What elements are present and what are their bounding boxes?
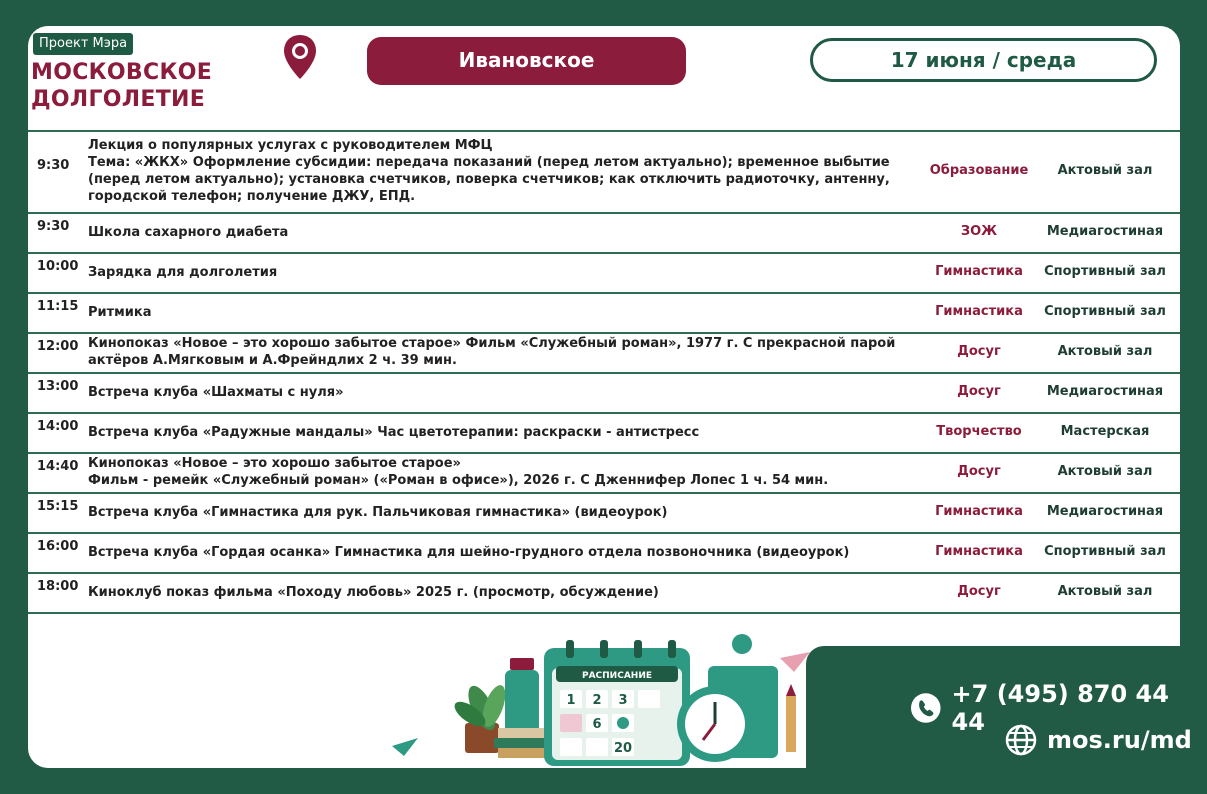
event-title xyxy=(88,304,908,321)
schedule-row xyxy=(28,414,1180,454)
bottle-icon xyxy=(505,658,539,740)
paper-plane-icon xyxy=(780,652,810,672)
event-category: Досуг xyxy=(957,384,1001,399)
books-icon xyxy=(494,728,550,758)
event-title xyxy=(88,504,908,521)
schedule-row xyxy=(28,254,1180,294)
logo-line-1: МОСКОВСКОЕ xyxy=(31,60,213,85)
phone-icon xyxy=(910,692,942,724)
event-category: Досуг xyxy=(957,464,1001,479)
event-title-line: Киноклуб показ фильма «Походу любовь» 2025 г. (просмотр, обсуждение) xyxy=(88,584,659,600)
phone-number[interactable]: +7 (495) 870 44 44 xyxy=(951,680,1169,736)
event-title-line: Встреча клуба «Шахматы с нуля» xyxy=(88,384,344,400)
calendar-cell-1: 1 xyxy=(566,693,576,708)
event-place: Актовый зал xyxy=(1057,584,1153,599)
event-time: 9:30 xyxy=(37,219,70,234)
event-title-line: Зарядка для долголетия xyxy=(88,264,278,280)
event-title-line: Встреча клуба «Гордая осанка» Гимнастика для шейно-грудного отдела позвоночника (видеоурок) xyxy=(88,544,850,560)
event-title xyxy=(88,544,908,561)
event-time: 16:00 xyxy=(37,539,79,554)
calendar-cell-20: 20 xyxy=(613,741,633,756)
schedule-row xyxy=(28,214,1180,254)
event-time: 18:00 xyxy=(37,579,79,594)
event-title-line: Кинопоказ «Новое – это хорошо забытое старое» Фильм «Служебный роман», 1977 г. С прекрасной парой xyxy=(88,336,896,351)
schedule-row xyxy=(28,534,1180,574)
event-place: Медиагостиная xyxy=(1046,504,1164,519)
event-category: ЗОЖ xyxy=(960,224,998,239)
site-url[interactable]: mos.ru/md xyxy=(1047,726,1192,754)
event-title xyxy=(88,384,908,401)
paper-plane-small-icon xyxy=(392,738,418,756)
event-title-line: (перед летом актуально); установка счетчиков, поверка счетчиков; как отключить радиоточку, антенну, xyxy=(88,172,890,187)
event-place: Спортивный зал xyxy=(1044,264,1166,279)
event-title-line: городской телефон; получение ДЖУ, ЕПД. xyxy=(88,189,416,204)
event-title xyxy=(88,584,908,601)
schedule-row xyxy=(28,132,1180,214)
event-place: Актовый зал xyxy=(1057,464,1153,479)
event-category: Гимнастика xyxy=(935,544,1023,559)
event-place: Мастерская xyxy=(1060,424,1150,439)
schedule-row xyxy=(28,374,1180,414)
schedule-row xyxy=(28,334,1180,374)
event-title xyxy=(88,137,908,205)
event-title-line: Встреча клуба «Гимнастика для рук. Пальчиковая гимнастика» (видеоурок) xyxy=(88,504,668,520)
calendar-cell-6: 6 xyxy=(592,717,602,732)
ball-icon xyxy=(732,634,752,654)
event-time: 12:00 xyxy=(37,339,79,354)
event-title-line: Встреча клуба «Радужные мандалы» Час цветотерапии: раскраски - антистресс xyxy=(88,424,700,440)
event-category: Гимнастика xyxy=(935,504,1023,519)
event-time: 14:40 xyxy=(37,459,79,474)
event-title-line: Ритмика xyxy=(88,304,152,320)
event-title-line: Фильм - ремейк «Служебный роман» («Роман в офисе»), 2026 г. С Дженнифер Лопес 1 ч. 54 мин. xyxy=(88,473,829,488)
calendar-cell-3: 3 xyxy=(618,693,628,708)
event-time: 13:00 xyxy=(37,379,79,394)
event-title xyxy=(88,224,908,241)
event-place: Спортивный зал xyxy=(1044,544,1166,559)
event-title-line: Школа сахарного диабета xyxy=(88,224,289,240)
event-place: Медиагостиная xyxy=(1046,224,1164,239)
pencil-icon xyxy=(786,684,796,752)
event-title-line: актёров А.Мягковым и А.Фрейндлих 2 ч. 39 мин. xyxy=(88,353,457,368)
event-title-line: Лекция о популярных услугах с руководителем МФЦ xyxy=(88,138,493,153)
schedule-row xyxy=(28,294,1180,334)
event-title xyxy=(88,335,908,369)
event-title xyxy=(88,455,908,489)
event-title xyxy=(88,424,908,441)
event-category: Гимнастика xyxy=(935,304,1023,319)
calendar-cell-2: 2 xyxy=(592,693,602,708)
event-title-line: Кинопоказ «Новое – это хорошо забытое старое» xyxy=(88,456,461,471)
event-title xyxy=(88,264,908,281)
event-time: 9:30 xyxy=(37,158,70,173)
event-time: 14:00 xyxy=(37,419,79,434)
calendar-icon xyxy=(544,640,690,766)
schedule-row xyxy=(28,494,1180,534)
schedule-illustration xyxy=(370,628,830,774)
schedule-table xyxy=(28,130,1180,614)
event-category: Досуг xyxy=(957,344,1001,359)
project-label: Проект Мэра xyxy=(33,33,133,55)
schedule-row xyxy=(28,574,1180,614)
event-title-line: Тема: «ЖКХ» Оформление субсидии: передача показаний (перед летом актуально); временное выбытие xyxy=(88,155,890,170)
event-time: 10:00 xyxy=(37,259,79,274)
district-badge: Ивановское xyxy=(367,37,686,85)
event-time: 15:15 xyxy=(37,499,79,514)
event-time: 11:15 xyxy=(37,299,79,314)
schedule-row xyxy=(28,454,1180,494)
clock-icon xyxy=(677,666,778,762)
event-place: Медиагостиная xyxy=(1046,384,1164,399)
globe-icon xyxy=(1005,724,1037,756)
date-badge: 17 июня / среда xyxy=(810,38,1157,82)
event-category: Досуг xyxy=(957,584,1001,599)
location-pin-icon xyxy=(282,33,318,81)
event-place: Актовый зал xyxy=(1057,163,1153,178)
event-category: Образование xyxy=(929,163,1029,178)
event-place: Актовый зал xyxy=(1057,344,1153,359)
event-place: Спортивный зал xyxy=(1044,304,1166,319)
logo-line-2: ДОЛГОЛЕТИЕ xyxy=(31,87,206,112)
site-contact[interactable] xyxy=(1005,724,1192,756)
calendar-label: РАСПИСАНИЕ xyxy=(581,671,653,681)
event-category: Творчество xyxy=(936,424,1022,439)
event-category: Гимнастика xyxy=(935,264,1023,279)
